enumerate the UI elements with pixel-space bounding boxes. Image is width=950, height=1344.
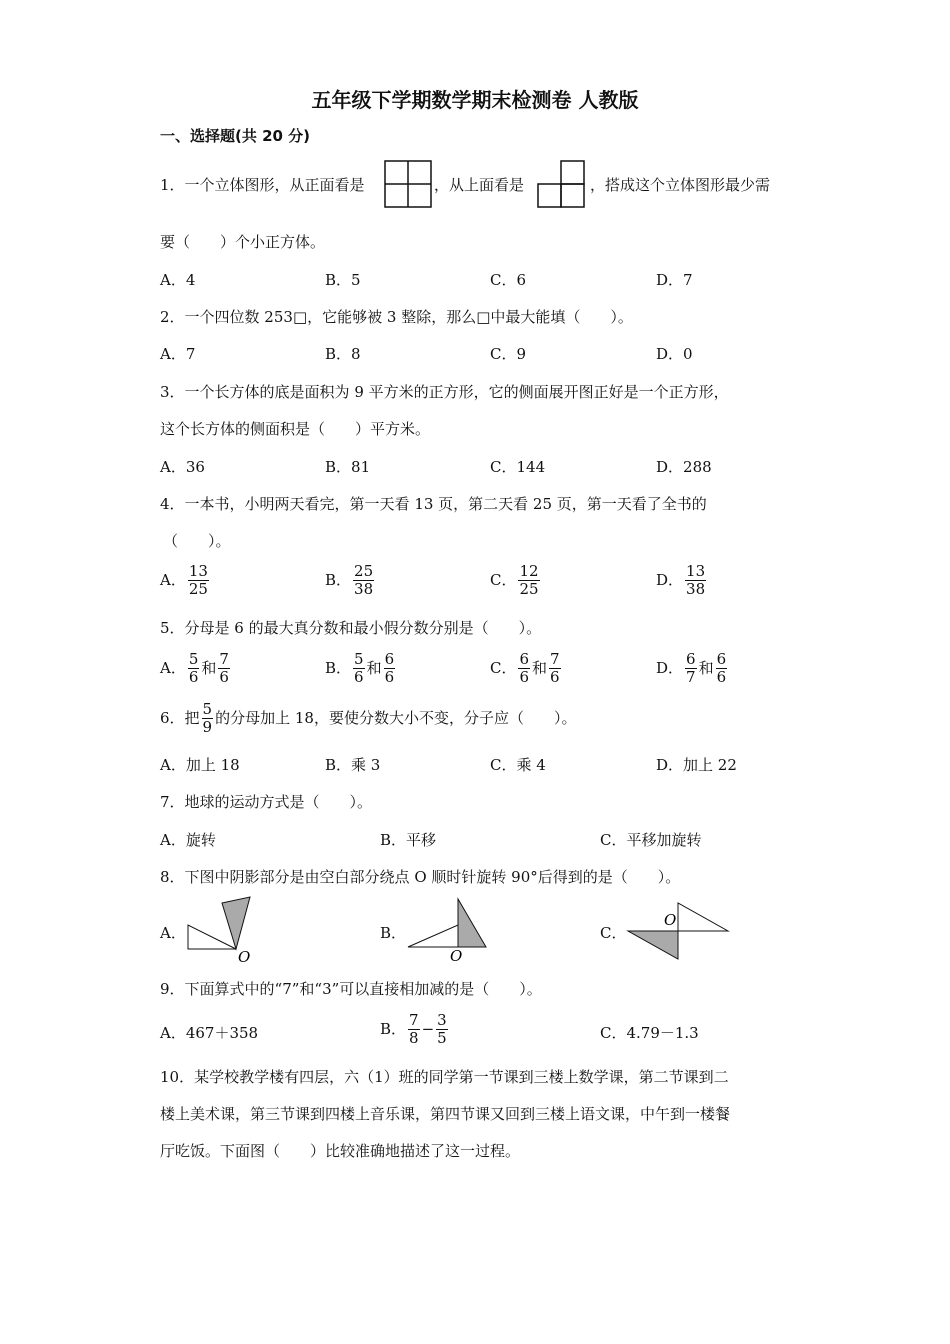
front-view-figure	[384, 160, 432, 208]
q6-option-c[interactable]: C．乘 4	[490, 756, 546, 774]
fraction: $\frac{5}{9}$	[202, 700, 213, 737]
q4-option-c-label: C．	[490, 570, 517, 589]
q4-option-a-label: A．	[160, 570, 186, 589]
q7-option-a[interactable]: A．旋转	[160, 831, 216, 849]
q3-option-a[interactable]: A．36	[160, 458, 205, 476]
q6-option-b[interactable]: B．乘 3	[325, 756, 381, 774]
q1-option-b[interactable]: B．5	[325, 271, 361, 289]
rotation-figure-b	[404, 895, 494, 967]
q2-option-b[interactable]: B．8	[325, 345, 361, 363]
question-10-line2: 楼上美术课，第三节课到四楼上音乐课，第四节课又回到三楼上语文课，中午到一楼餐	[160, 1105, 731, 1123]
q2-option-a[interactable]: A．7	[160, 345, 196, 363]
q8-option-c[interactable]: C．	[600, 924, 627, 942]
q1-text-a: 1．一个立体图形，从正面看是	[160, 176, 365, 194]
q8-option-a[interactable]: A．	[160, 924, 186, 942]
q4-option-b[interactable]	[325, 563, 376, 599]
svg-text:O: O	[664, 911, 677, 929]
q4-option-d[interactable]	[656, 563, 708, 599]
q3-option-d[interactable]: D．288	[656, 458, 712, 476]
question-4-line2: （ ）。	[163, 532, 231, 550]
rotation-figure-a	[184, 895, 256, 967]
fraction: $\frac{13}{38}$	[686, 562, 706, 599]
question-1	[160, 174, 365, 195]
q5-option-a[interactable]: A． $\frac{5}{6}$ 和 $\frac{7}{6}$	[160, 650, 229, 687]
q4-option-b-label: B．	[325, 570, 352, 589]
question-4-line1: 4．一本书，小明两天看完，第一天看 13 页，第二天看 25 页，第一天看了全书的	[160, 495, 707, 513]
question-10-line1: 10．某学校教学楼有四层，六（1）班的同学第一节课到三楼上数学课，第二节课到二	[160, 1068, 729, 1086]
fraction: $\frac{13}{25}$	[188, 562, 208, 599]
svg-text:O: O	[238, 948, 251, 966]
q6-option-a[interactable]: A．加上 18	[160, 756, 240, 774]
q2-option-d[interactable]: D．0	[656, 345, 693, 363]
q9-option-b[interactable]: B． $\frac{7}{8}$ − $\frac{3}{5}$	[380, 1011, 447, 1048]
fraction: $\frac{12}{25}$	[519, 562, 539, 599]
q7-option-c[interactable]: C．平移加旋转	[600, 831, 702, 849]
top-view-figure	[537, 160, 587, 210]
q1-option-c[interactable]: C．6	[490, 271, 527, 289]
question-9: 9．下面算式中的“7”和“3”可以直接相加减的是（ ）。	[160, 980, 542, 998]
q1-option-d[interactable]: D．7	[656, 271, 693, 289]
fraction: $\frac{25}{38}$	[354, 562, 374, 599]
question-2: 2．一个四位数 253□，它能够被 3 整除，那么□中最大能填（ ）。	[160, 308, 633, 326]
question-5: 5．分母是 6 的最大真分数和最小假分数分别是（ ）。	[160, 619, 542, 637]
q9-option-a[interactable]: A．467＋358	[160, 1024, 259, 1042]
section-heading: 一、选择题(共 20 分)	[160, 127, 311, 145]
q6-option-d[interactable]: D．加上 22	[656, 756, 737, 774]
q5-option-d[interactable]: D． $\frac{6}{7}$ 和 $\frac{6}{6}$	[656, 650, 727, 687]
q4-option-a[interactable]	[160, 563, 211, 599]
rotation-figure-c	[624, 895, 734, 967]
q8-option-b[interactable]: B．	[380, 924, 407, 942]
question-8: 8．下图中阴影部分是由空白部分绕点 O 顺时针旋转 90°后得到的是（ ）。	[160, 868, 681, 886]
page-title: 五年级下学期数学期末检测卷 人教版	[311, 88, 639, 112]
q1-text-d: 要（ ）个小正方体。	[160, 233, 326, 251]
q1-option-a[interactable]: A．4	[160, 271, 196, 289]
q7-option-b[interactable]: B．平移	[380, 831, 437, 849]
q4-option-c[interactable]	[490, 563, 542, 599]
q1-text-b: ，从上面看是	[434, 176, 525, 194]
question-3-line1: 3．一个长方体的底是面积为 9 平方米的正方形，它的侧面展开图正好是一个正方形，	[160, 383, 729, 401]
q9-option-c[interactable]: C．4.79－1.3	[600, 1024, 699, 1042]
q5-option-b[interactable]: B． $\frac{5}{6}$ 和 $\frac{6}{6}$	[325, 650, 395, 687]
q5-option-c[interactable]: C． $\frac{6}{6}$ 和 $\frac{7}{6}$	[490, 650, 560, 687]
q2-option-c[interactable]: C．9	[490, 345, 527, 363]
q3-option-b[interactable]: B．81	[325, 458, 371, 476]
q4-option-d-label: D．	[656, 570, 684, 589]
question-10-line3: 厅吃饭。下面图（ ）比较准确地描述了这一过程。	[160, 1142, 521, 1160]
svg-text:O: O	[450, 947, 463, 965]
question-6: 6．把 $\frac{5}{9}$ 的分母加上 18，要使分数大小不变，分子应（ ）。	[160, 700, 577, 737]
q1-text-c: ，搭成这个立体图形最少需	[590, 176, 771, 194]
question-3-line2: 这个长方体的侧面积是（ ）平方米。	[160, 420, 431, 438]
q3-option-c[interactable]: C．144	[490, 458, 546, 476]
question-7: 7．地球的运动方式是（ ）。	[160, 793, 373, 811]
